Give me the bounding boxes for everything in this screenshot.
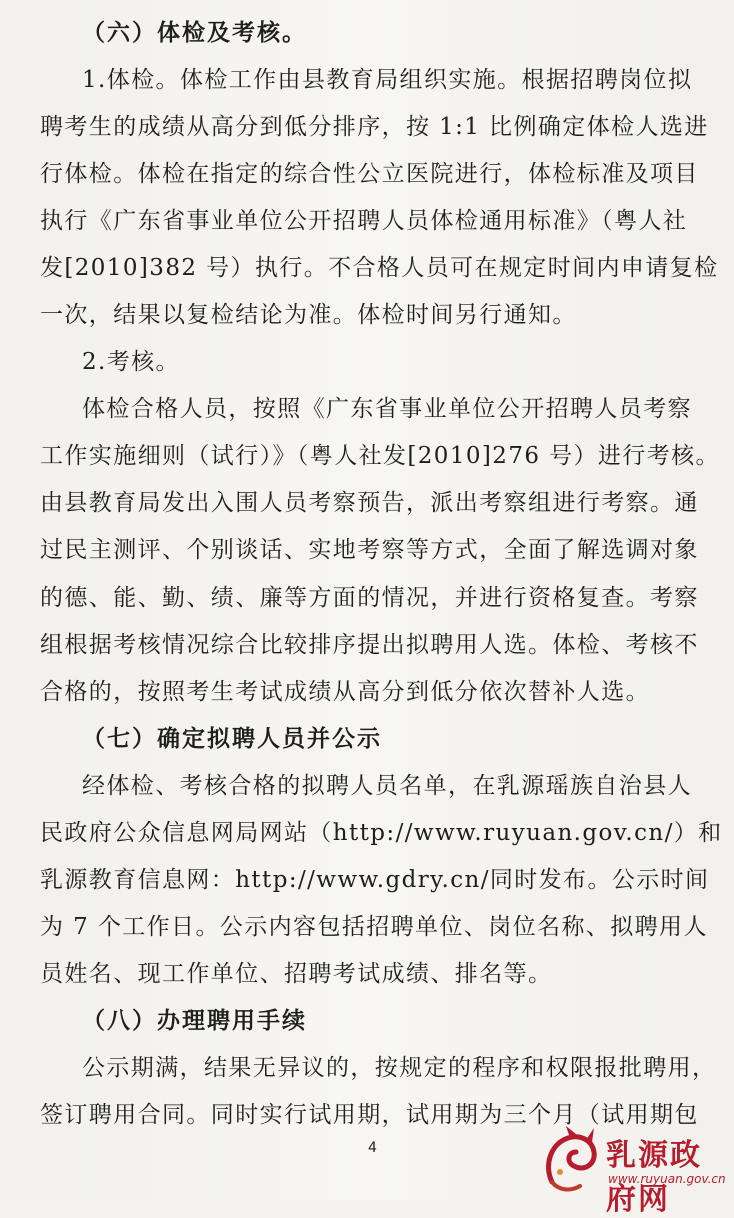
section-heading-7: （七）确定拟聘人员并公示 [82, 725, 382, 752]
text-line: 发[2010]382 号）执行。不合格人员可在规定时间内申请复检 [40, 255, 719, 281]
text-line: 由县教育局发出入围人员考察预告，派出考察组进行考察。通 [40, 490, 699, 516]
dragon-logo-icon [540, 1122, 604, 1198]
text-line: 签订聘用合同。同时实行试用期，试用期为三个月（试用期包 [40, 1102, 699, 1128]
section-heading-6: （六）体检及考核。 [82, 19, 307, 46]
page-number: 4 [368, 1140, 377, 1156]
text-line: 乳源教育信息网：http://www.gdry.cn/同时发布。公示时间 [40, 867, 710, 893]
text-line: 工作实施细则（试行）》（粤人社发[2010]276 号）进行考核。 [40, 443, 720, 469]
text-line: 1.体检。体检工作由县教育局组织实施。根据招聘岗位拟 [82, 67, 693, 93]
text-line: 过民主测评、个别谈话、实地考察等方式，全面了解选调对象 [40, 537, 699, 563]
text-line: 2.考核。 [82, 349, 180, 375]
text-line: 体检合格人员，按照《广东省事业单位公开招聘人员考察 [82, 396, 692, 422]
text-line: 公示期满，结果无异议的，按规定的程序和权限报批聘用， [82, 1055, 717, 1081]
text-line: 一次，结果以复检结论为准。体检时间另行通知。 [40, 302, 577, 328]
text-line: 经体检、考核合格的拟聘人员名单，在乳源瑶族自治县人 [82, 773, 692, 799]
text-line: 聘考生的成绩从高分到低分排序，按 1:1 比例确定体检人选进 [40, 114, 709, 140]
watermark-title: 乳源政府网 [606, 1138, 702, 1217]
text-line: 为 7 个工作日。公示内容包括招聘单位、岗位名称、拟聘用人 [40, 914, 708, 940]
text-line: 合格的，按照考生考试成绩从高分到低分依次替补人选。 [40, 679, 650, 705]
watermark-url: www.ruyuan.gov.cn [608, 1172, 726, 1186]
text-line: 组根据考核情况综合比较排序提出拟聘用人选。体检、考核不 [40, 632, 699, 658]
text-line: 员姓名、现工作单位、招聘考试成绩、排名等。 [40, 961, 553, 987]
text-line: 行体检。体检在指定的综合性公立医院进行，体检标准及项目 [40, 161, 699, 187]
section-heading-8: （八）办理聘用手续 [82, 1007, 307, 1034]
text-line: 的德、能、勤、绩、廉等方面的情况，并进行资格复查。考察 [40, 585, 699, 611]
text-line: 民政府公众信息网局网站（http://www.ruyuan.gov.cn/）和 [40, 820, 723, 846]
text-line: 执行《广东省事业单位公开招聘人员体检通用标准》（粤人社 [40, 208, 688, 234]
watermark-logo [540, 1122, 730, 1217]
